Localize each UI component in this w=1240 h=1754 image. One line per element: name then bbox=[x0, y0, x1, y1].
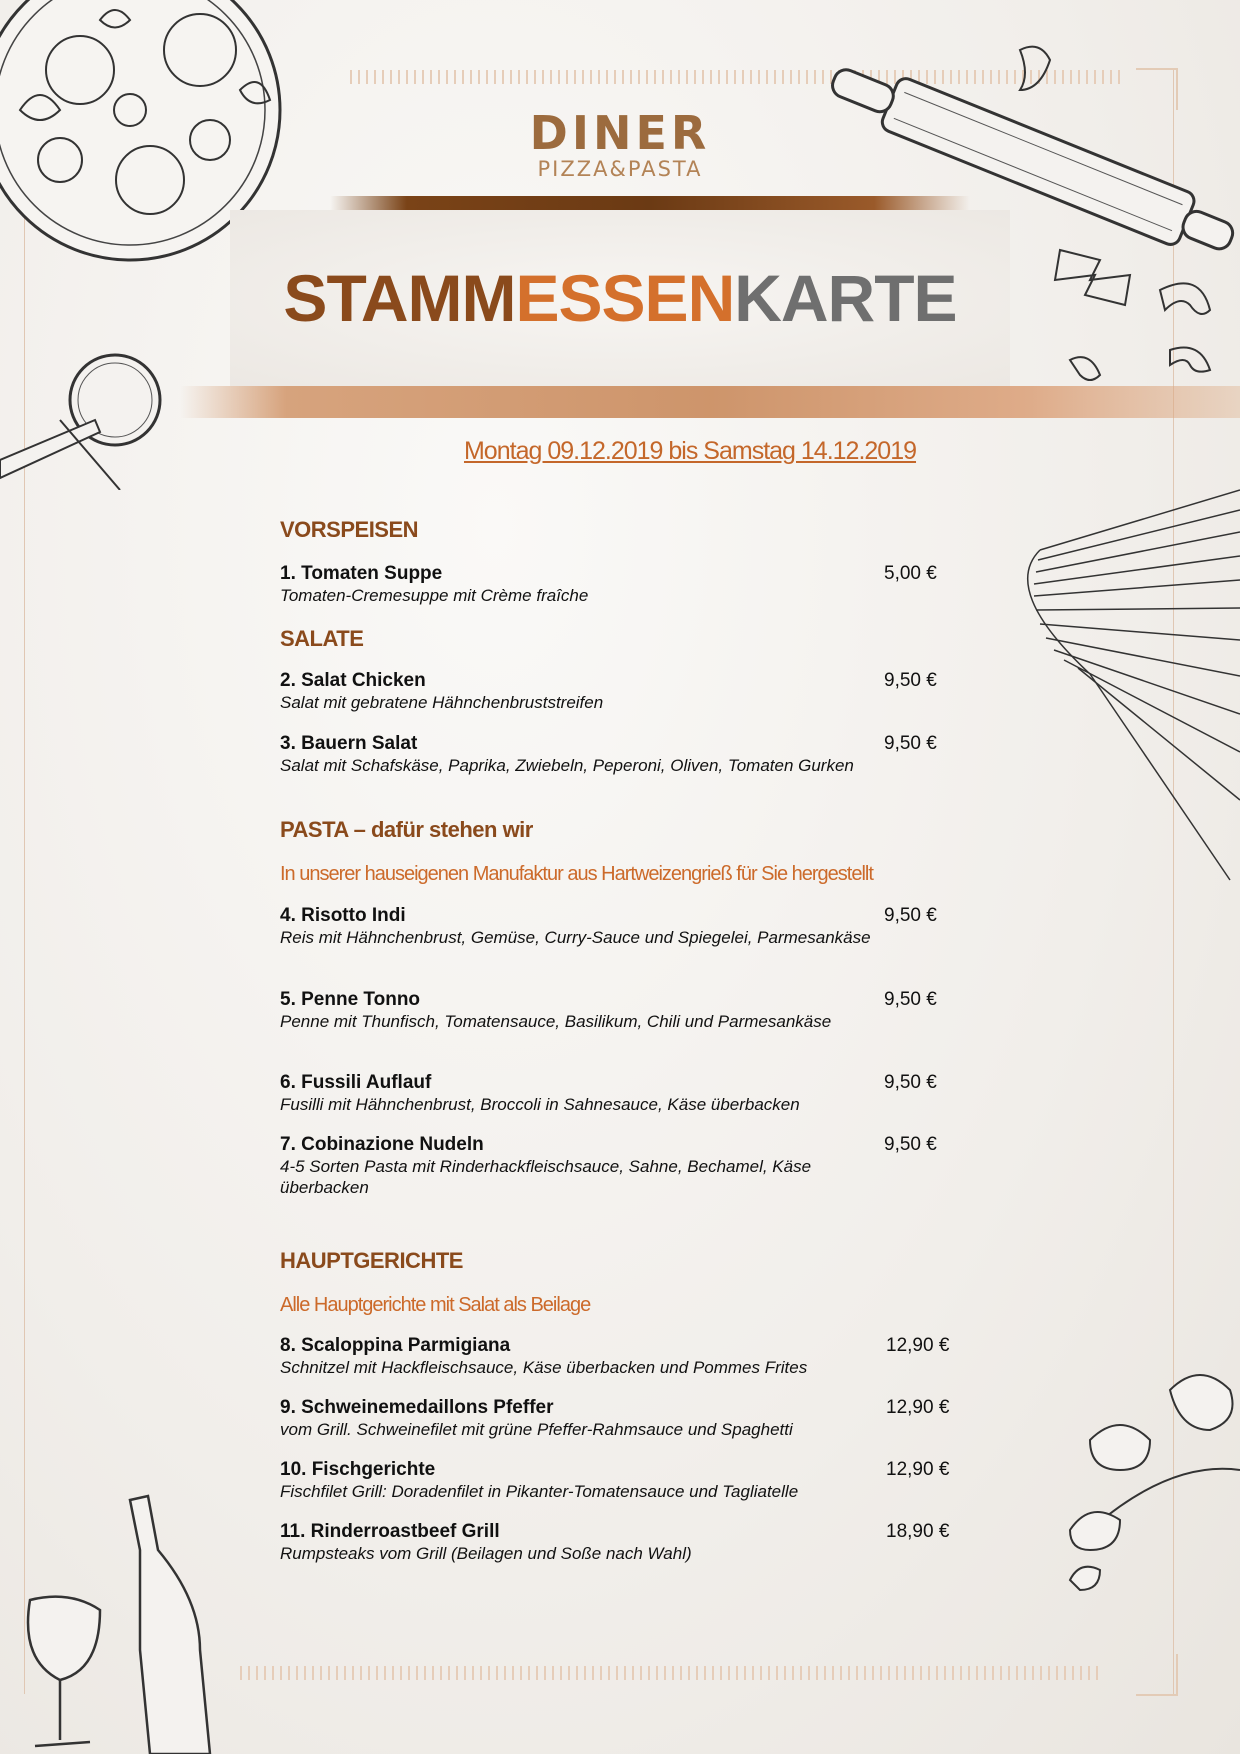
menu-item-price: 5,00 € bbox=[884, 563, 937, 584]
menu-item-name: 9. Schweinemedaillons Pfeffer bbox=[280, 1397, 554, 1418]
section-note-hauptgerichte: Alle Hauptgerichte mit Salat als Beilage bbox=[280, 1294, 591, 1316]
menu-item-name: 8. Scaloppina Parmigiana bbox=[280, 1335, 511, 1356]
menu-item-description: Fischfilet Grill: Doradenfilet in Pikanter-Tomatensauce und Tagliatelle bbox=[280, 1482, 799, 1501]
title-part-karte: KARTE bbox=[734, 261, 957, 335]
menu-item-price: 9,50 € bbox=[884, 905, 937, 926]
menu-item-description: Salat mit Schafskäse, Paprika, Zwiebeln, Peperoni, Oliven, Tomaten Gurken bbox=[280, 756, 854, 775]
title-part-essen: ESSEN bbox=[515, 261, 735, 335]
title-band-top bbox=[330, 196, 970, 210]
menu-item-name: 1. Tomaten Suppe bbox=[280, 563, 443, 584]
menu-item-price: 9,50 € bbox=[884, 733, 937, 754]
menu-item-price: 18,90 € bbox=[886, 1521, 950, 1542]
menu-item-description: Penne mit Thunfisch, Tomatensauce, Basilikum, Chili und Parmesankäse bbox=[280, 1012, 832, 1031]
menu-item bbox=[280, 1335, 960, 1378]
menu-item bbox=[280, 989, 960, 1032]
menu-item-name: 10. Fischgerichte bbox=[280, 1459, 436, 1480]
menu-item-description: 4-5 Sorten Pasta mit Rinderhackfleischsauce, Sahne, Bechamel, Käse überbacken bbox=[280, 1157, 812, 1197]
menu-item bbox=[280, 733, 960, 776]
menu-item-description: Rumpsteaks vom Grill (Beilagen und Soße nach Wahl) bbox=[280, 1544, 692, 1563]
menu-item-description: Salat mit gebratene Hähnchenbruststreifen bbox=[280, 693, 604, 712]
spaghetti-sketch-icon bbox=[1000, 480, 1240, 900]
menu-item-name: 3. Bauern Salat bbox=[280, 733, 418, 754]
section-title-salate: SALATE bbox=[280, 626, 364, 651]
menu-item-description: Tomaten-Cremesuppe mit Crème fraîche bbox=[280, 586, 589, 605]
menu-item bbox=[280, 1072, 960, 1115]
pasta-pieces-sketch-icon bbox=[1050, 230, 1240, 410]
menu-item bbox=[280, 1521, 960, 1564]
wine-bottle-glass-sketch-icon bbox=[0, 1490, 240, 1754]
menu-item-price: 12,90 € bbox=[886, 1335, 950, 1356]
section-note-pasta: In unserer hauseigenen Manufaktur aus Hartweizengrieß für Sie hergestellt bbox=[280, 863, 873, 885]
section-title-hauptgerichte: HAUPTGERICHTE bbox=[280, 1248, 463, 1273]
menu-item-description: Fusilli mit Hähnchenbrust, Broccoli in Sahnesauce, Käse überbacken bbox=[280, 1095, 800, 1114]
section-title-vorspeisen: VORSPEISEN bbox=[280, 517, 419, 542]
menu-item bbox=[280, 1397, 960, 1440]
menu-item-name: 4. Risotto Indi bbox=[280, 905, 406, 926]
title-part-stamm: STAMM bbox=[283, 261, 516, 335]
menu-item-description: Reis mit Hähnchenbrust, Gemüse, Curry-Sauce und Spiegelei, Parmesankäse bbox=[280, 928, 871, 947]
page-title bbox=[230, 258, 1010, 338]
date-range: Montag 09.12.2019 bis Samstag 14.12.2019 bbox=[463, 437, 917, 465]
menu-item-description: Schnitzel mit Hackfleischsauce, Käse überbacken und Pommes Frites bbox=[280, 1358, 808, 1377]
decorative-tick-border-bottom bbox=[240, 1666, 1100, 1680]
menu-item bbox=[280, 1459, 960, 1502]
menu-item-description: vom Grill. Schweinefilet mit grüne Pfeffer-Rahmsauce und Spaghetti bbox=[280, 1420, 793, 1439]
frame-corner-bottom-right bbox=[1136, 1654, 1178, 1696]
diner-logo bbox=[520, 106, 720, 182]
menu-item-price: 12,90 € bbox=[886, 1459, 950, 1480]
menu-item-name: 5. Penne Tonno bbox=[280, 989, 421, 1010]
title-band-bottom bbox=[180, 386, 1240, 418]
herb-sketch-icon bbox=[1050, 1350, 1240, 1610]
menu-item bbox=[280, 670, 960, 713]
menu-item bbox=[280, 563, 960, 606]
menu-item-name: 2. Salat Chicken bbox=[280, 670, 426, 691]
logo-subtitle: PIZZA&PASTA bbox=[537, 157, 703, 181]
pizza-cutter-sketch-icon bbox=[0, 340, 170, 490]
menu-item-name: 7. Cobinazione Nudeln bbox=[280, 1134, 484, 1155]
menu-item-price: 9,50 € bbox=[884, 1134, 937, 1155]
menu-item-price: 9,50 € bbox=[884, 1072, 937, 1093]
menu-item-name: 11. Rinderroastbeef Grill bbox=[280, 1521, 500, 1542]
menu-item-price: 12,90 € bbox=[886, 1397, 950, 1418]
menu-item-name: 6. Fussili Auflauf bbox=[280, 1072, 432, 1093]
menu-item-price: 9,50 € bbox=[884, 670, 937, 691]
menu-item bbox=[280, 1134, 960, 1198]
logo-wordmark: DINER bbox=[529, 106, 711, 160]
section-title-pasta: PASTA – dafür stehen wir bbox=[280, 817, 533, 842]
menu-item-price: 9,50 € bbox=[884, 989, 937, 1010]
menu-item bbox=[280, 905, 960, 948]
